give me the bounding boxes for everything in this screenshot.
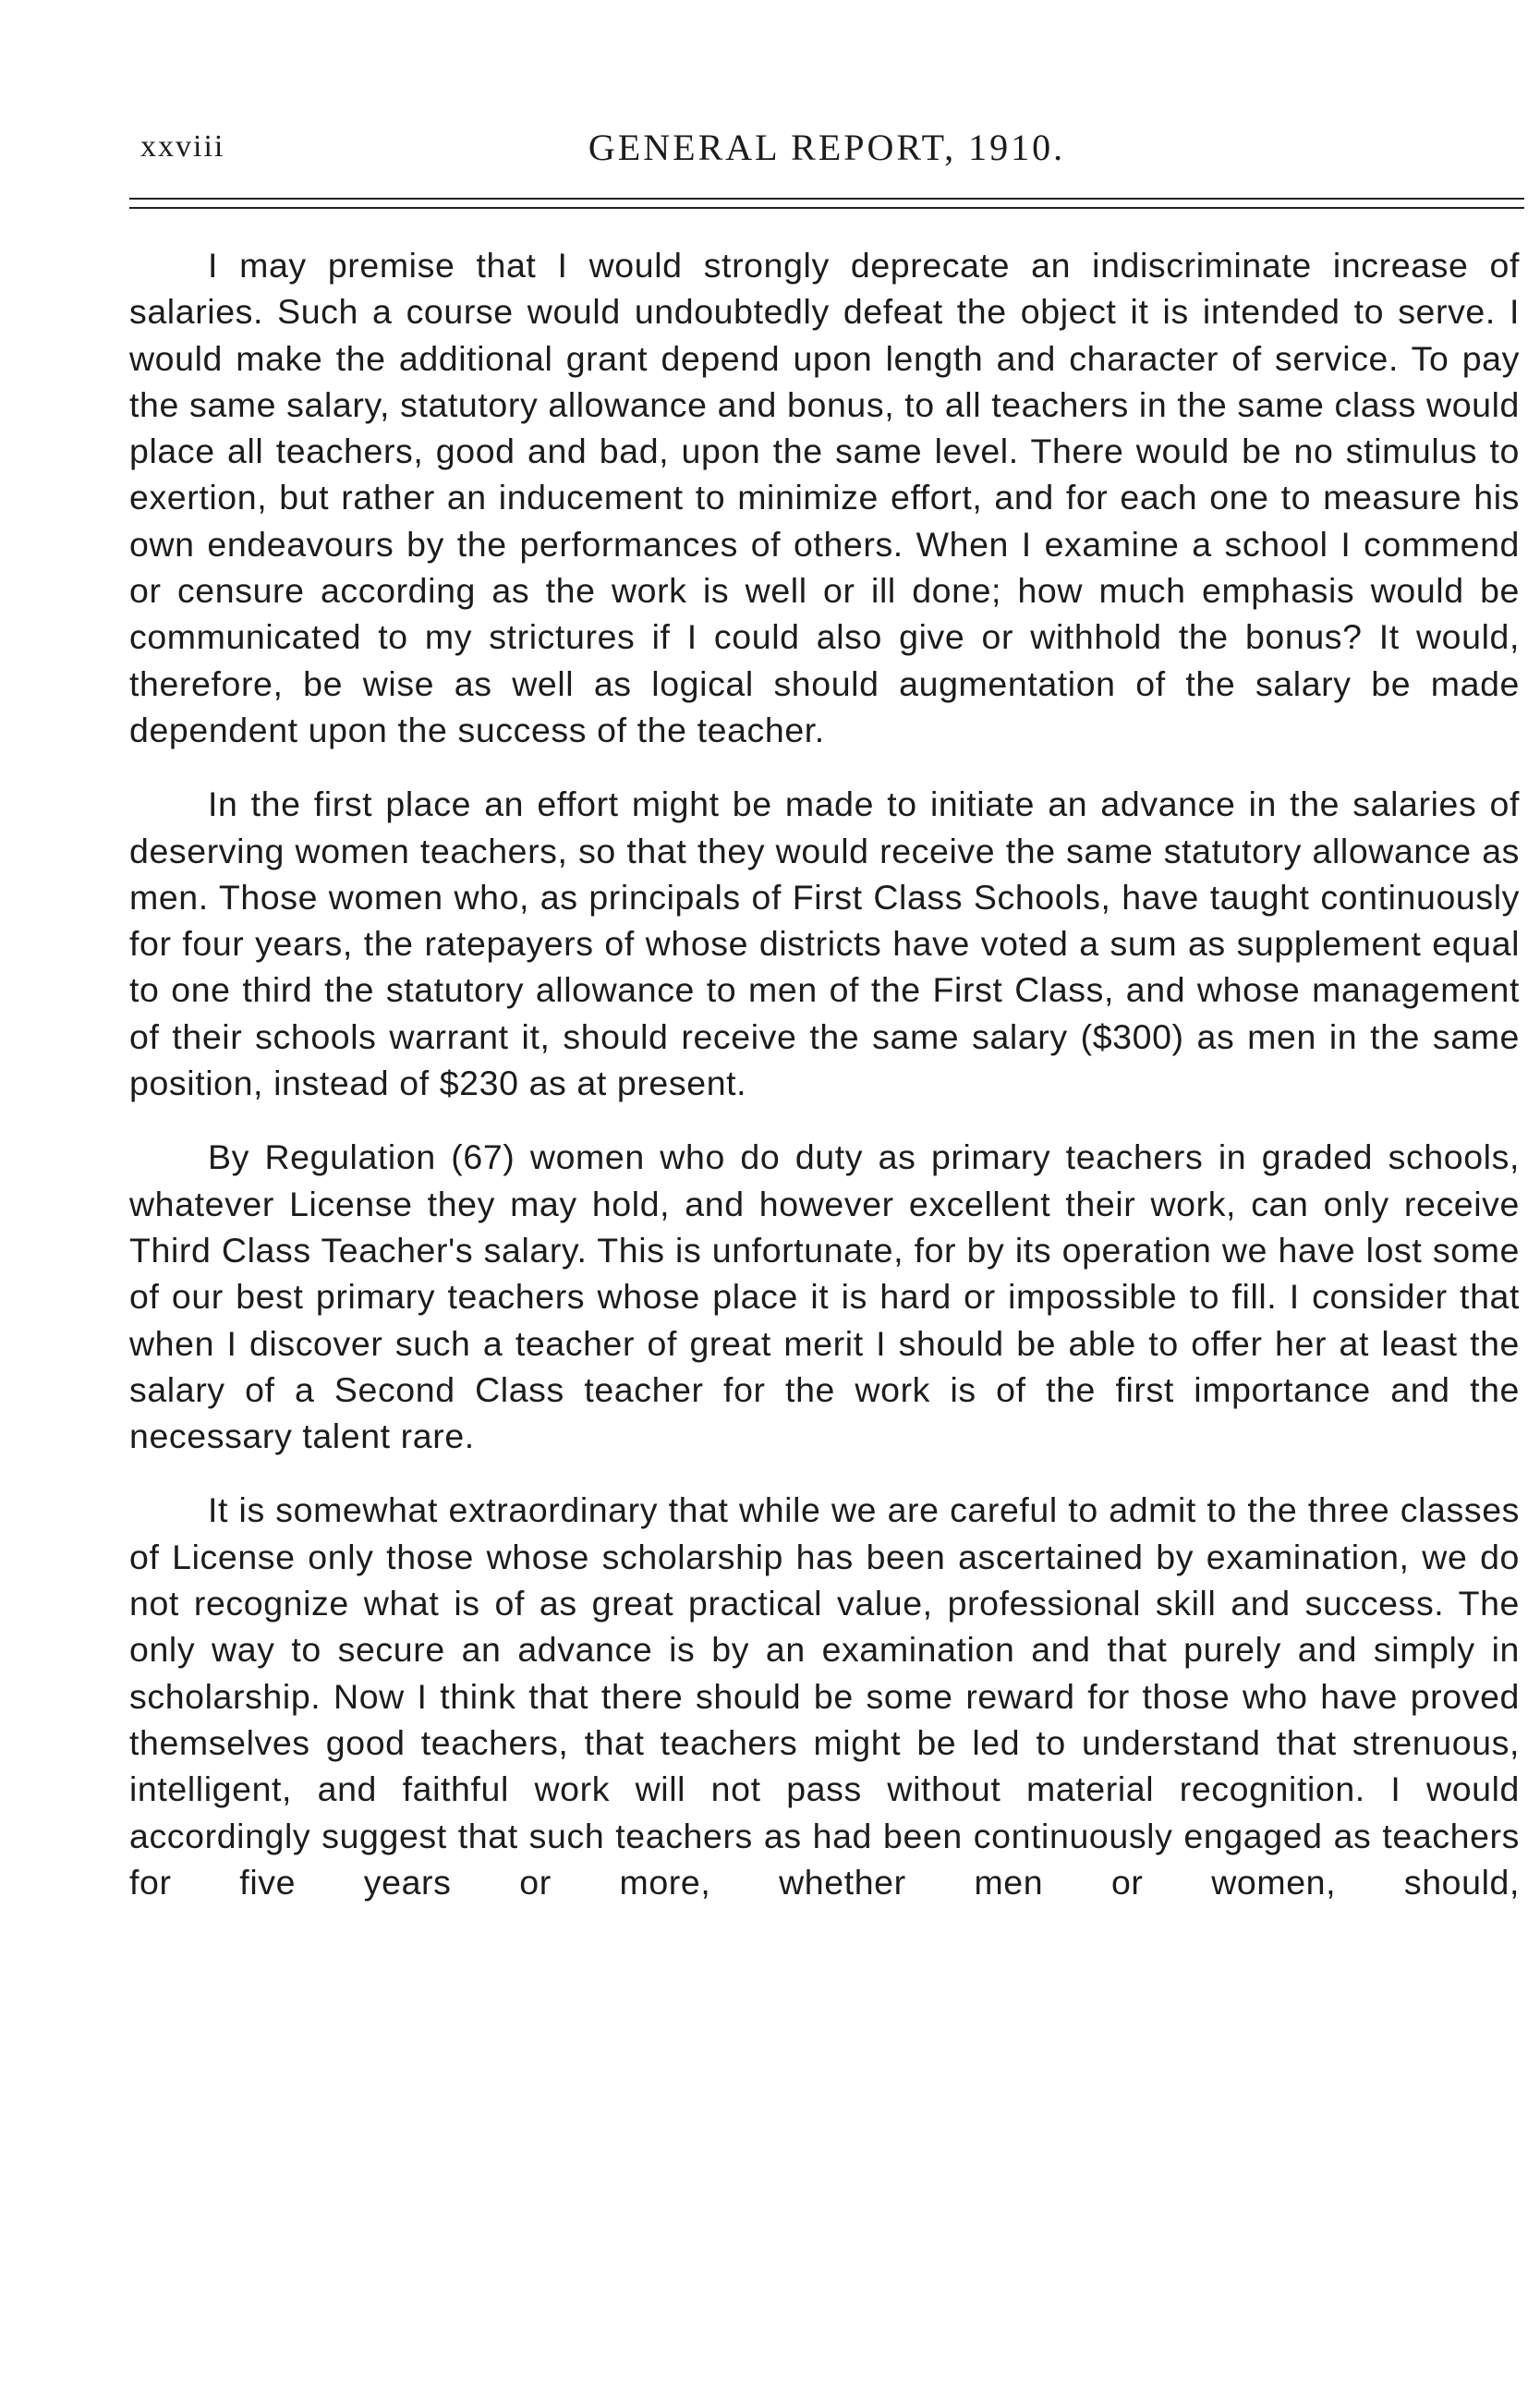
report-body [129,242,1520,1905]
running-head-title: GENERAL REPORT, 1910. [588,127,1066,168]
page-header [129,126,1524,172]
paragraph-women-teachers: In the first place an effort might be made to initiate an advance in the salaries of deserving women teachers, so that they would receive the same statutory allowance as men. Those women who, as principals of First Class Schools, have taught continuously for four years, the ratepayers of whose districts have voted a sum as supplement equal to one third the statutory allowance to men of the First Class, and whose management of their schools warrant it, should receive the same salary ($300) as men in the same position, instead of $230 as at present. [129,784,1520,1103]
paragraph-professional-skill: It is somewhat extraordinary that while we are careful to admit to the three classes of License only those whose scholarship has been ascertained by examination, we do not recognize what is of as great practical value, professional skill and success. The only way to secure an advance is by an examination and that purely and simply in scholarship. Now I think that there should be some reward for those who have proved themselves good teachers, that teachers might be led to understand that strenuous, intelligent, and faithful work will not pass without material recognition. I would accordingly suggest that such teachers as had been continuously engaged as teachers for five years or more, whether men or women, should, [129,1490,1520,1902]
header-rule-bottom [129,207,1524,209]
header-rule-top [129,198,1524,200]
page-number: xxviii [140,129,225,164]
paragraph-regulation-67: By Regulation (67) women who do duty as primary teachers in graded schools, whatever License they may hold, and however excellent their work, can only receive Third Class Teacher's salary. This is unfortunate, for by its operation we have lost some of our best primary teachers whose place it is hard or impossible to fill. I consider that when I discover such a teacher of great merit I should be able to offer her at least the salary of a Second Class teacher for the work is of the first importance and the necessary talent rare. [129,1137,1520,1456]
paragraph-salary-deprecation: I may premise that I would strongly deprecate an indiscriminate increase of salaries. Such a course would undoubtedly defeat the object it is intended to serve. I would make the additional grant depend upon length and character of service. To pay the same salary, statutory allowance and bonus, to all teachers in the same class would place all teachers, good and bad, upon the same level. There would be no stimulus to exertion, but rather an inducement to minimize effort, and for each one to measure his own endeavours by the performances of others. When I examine a school I commend or censure according as the work is well or ill done; how much emphasis would be communicated to my strictures if I could also give or withhold the bonus? It would, therefore, be wise as well as logical should augmentation of the salary be made dependent upon the success of the teacher. [129,246,1520,749]
